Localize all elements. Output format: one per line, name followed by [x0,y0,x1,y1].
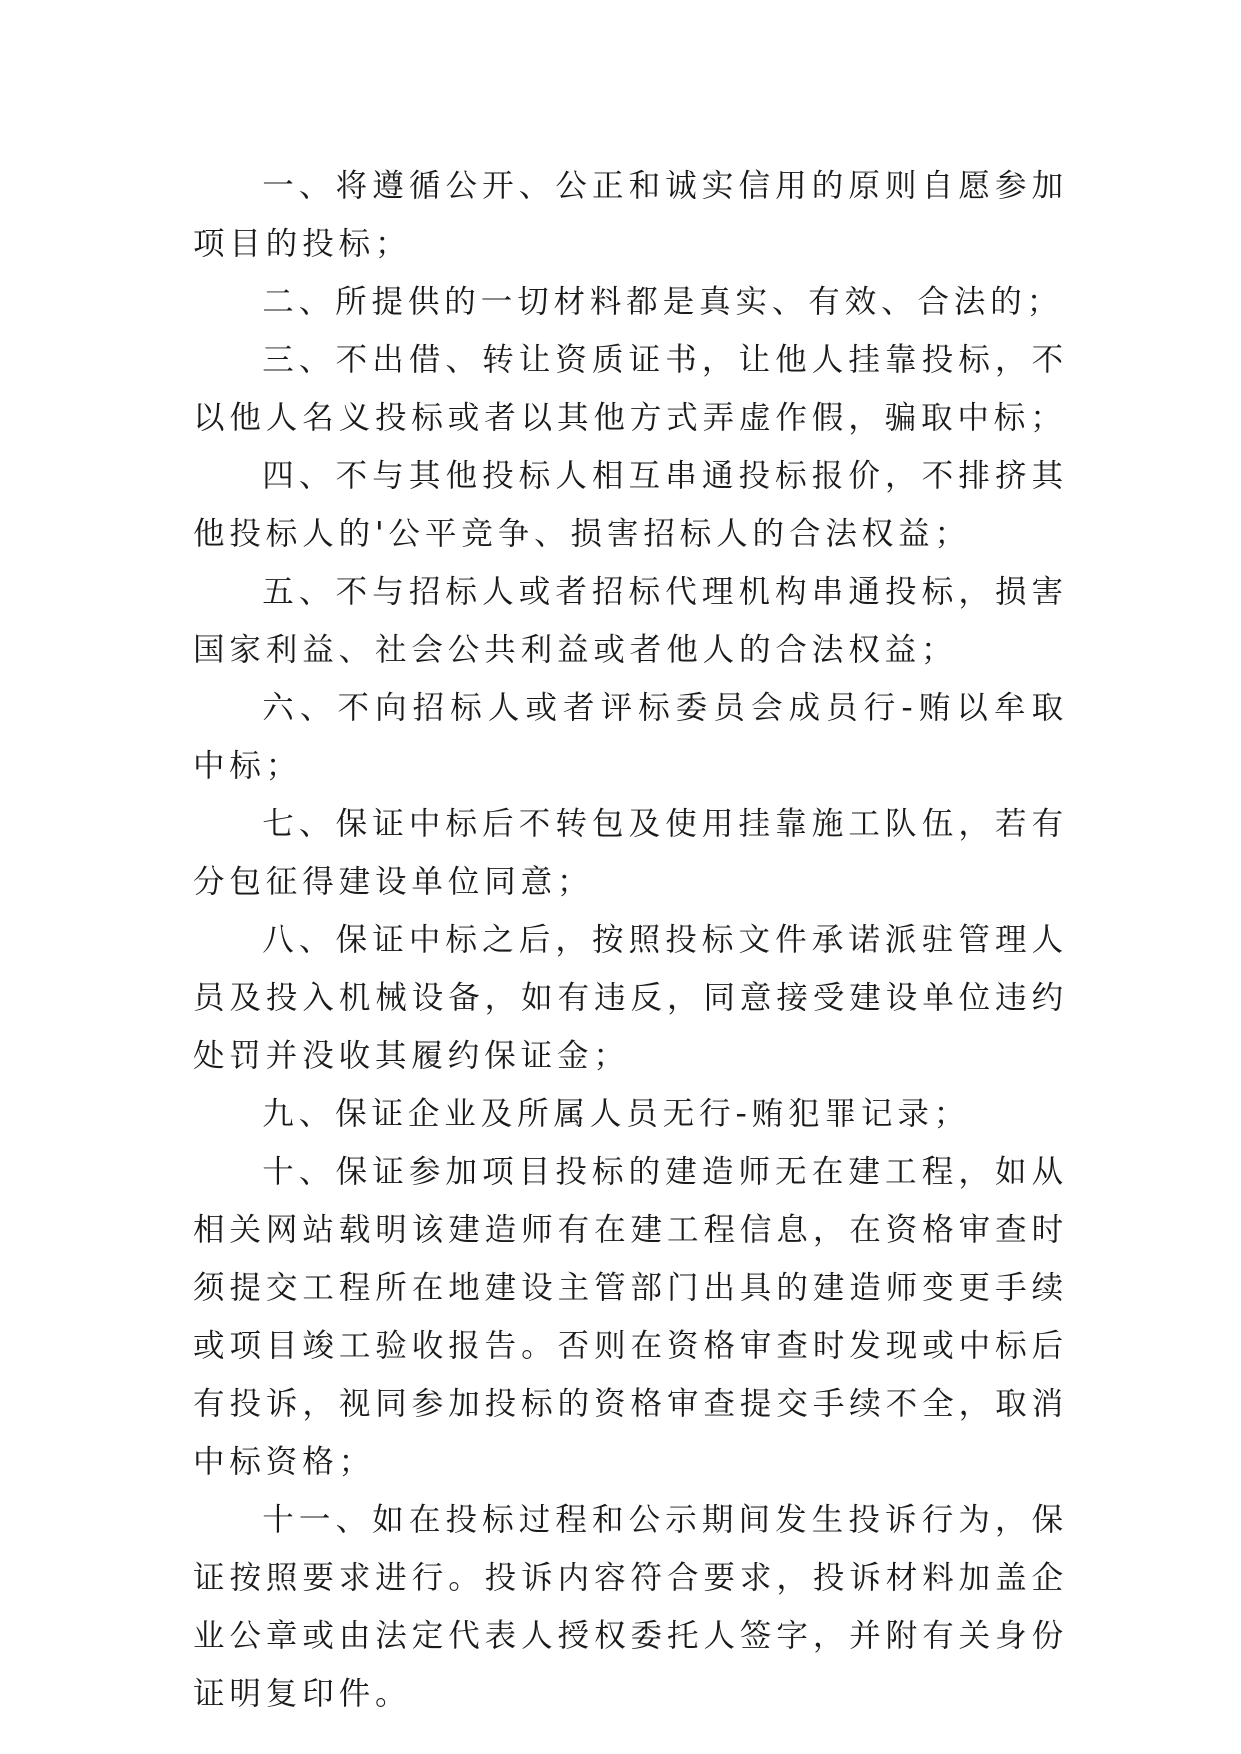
paragraph-4: 四、不与其他投标人相互串通投标报价，不排挤其他投标人的'公平竞争、损害招标人的合法权益； [193,458,1068,552]
paragraph-11: 十一、如在投标过程和公示期间发生投诉行为，保证按照要求进行。投诉内容符合要求，投诉材料加盖企业公章或由法定代表人授权委托人签字，并附有关身份证明复印件。 [193,1502,1068,1712]
paragraph-3: 三、不出借、转让资质证书，让他人挂靠投标，不以他人名义投标或者以其他方式弄虚作假，骗取中标； [193,342,1068,436]
paragraph-1: 一、将遵循公开、公正和诚实信用的原则自愿参加项目的投标； [193,168,1068,262]
paragraph-9: 九、保证企业及所属人员无行-贿犯罪记录； [262,1096,971,1132]
paragraph-7: 七、保证中标后不转包及使用挂靠施工队伍，若有分包征得建设单位同意； [193,806,1068,900]
paragraph-10: 十、保证参加项目投标的建造师无在建工程，如从相关网站载明该建造师有在建工程信息，在资格审查时须提交工程所在地建设主管部门出具的建造师变更手续或项目竣工验收报告。否则在资格审查时发现或中标后有投诉，视同参加投标的资格审查提交手续不全，取消中标资格； [193,1154,1068,1480]
paragraph-8: 八、保证中标之后，按照投标文件承诺派驻管理人员及投入机械设备，如有违反，同意接受建设单位违约处罚并没收其履约保证金； [193,922,1068,1074]
document-body [193,157,1068,1723]
paragraph-2: 二、所提供的一切材料都是真实、有效、合法的； [262,284,1064,320]
paragraph-5: 五、不与招标人或者招标代理机构串通投标，损害国家利益、社会公共利益或者他人的合法权益； [193,574,1068,668]
paragraph-6: 六、不向招标人或者评标委员会成员行-贿以牟取中标； [193,690,1068,784]
